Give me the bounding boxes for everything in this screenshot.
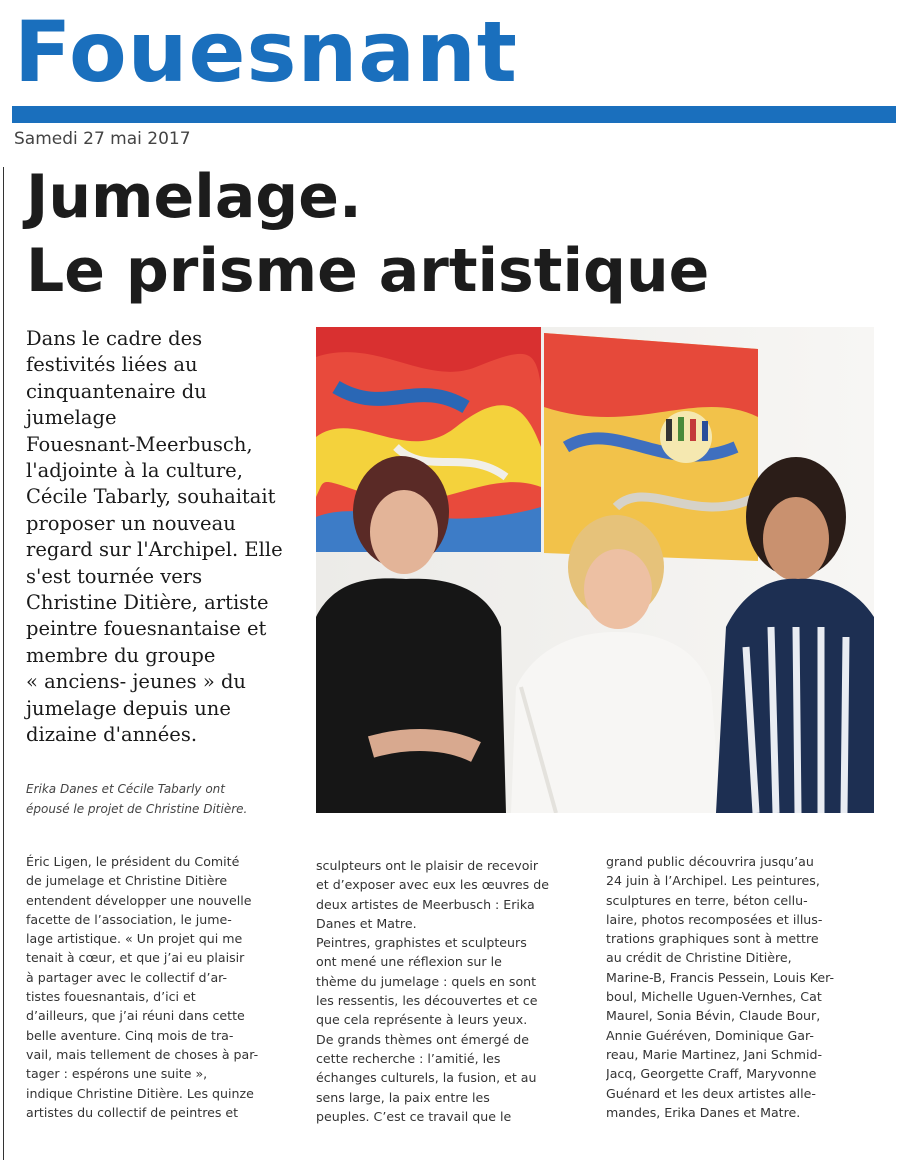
body-line: Guénard et les deux artistes alle- bbox=[606, 1085, 816, 1101]
photo-illustration bbox=[316, 327, 874, 813]
body-line: peuples. C’est ce travail que le bbox=[316, 1108, 512, 1124]
intro-line: « anciens- jeunes » du bbox=[26, 670, 246, 694]
intro-line: dizaine d'années. bbox=[26, 723, 198, 747]
body-line: 24 juin à l’Archipel. Les peintures, bbox=[606, 873, 820, 889]
article-photo bbox=[316, 327, 874, 813]
body-line: tager : espérons une suite », bbox=[26, 1066, 208, 1082]
intro-line: jumelage depuis une bbox=[26, 696, 231, 720]
photo-caption bbox=[26, 779, 308, 819]
body-line: sens large, la paix entre les bbox=[316, 1089, 490, 1105]
column-rule bbox=[3, 167, 4, 1160]
headline-line-1: Jumelage. bbox=[26, 162, 362, 232]
issue-date: Samedi 27 mai 2017 bbox=[14, 129, 191, 149]
body-line: les ressentis, les découvertes et ce bbox=[316, 993, 538, 1009]
body-line: facette de l’association, le jume- bbox=[26, 911, 232, 927]
body-line: de jumelage et Christine Ditière bbox=[26, 873, 228, 889]
body-line: thème du jumelage : quels en sont bbox=[316, 973, 537, 989]
body-line: entendent développer une nouvelle bbox=[26, 892, 252, 908]
body-line: à partager avec le collectif d’ar- bbox=[26, 969, 228, 985]
body-line: laire, photos recomposées et illus- bbox=[606, 911, 823, 927]
intro-line: Christine Ditière, artiste bbox=[26, 591, 269, 615]
body-column-1 bbox=[26, 852, 294, 1122]
body-line: vail, mais tellement de choses à par- bbox=[26, 1046, 259, 1062]
caption-line: épousé le projet de Christine Ditière. bbox=[26, 802, 248, 816]
intro-line: Cécile Tabarly, souhaitait bbox=[26, 485, 276, 509]
masthead-rule bbox=[12, 106, 896, 123]
body-line: et d’exposer avec eux les œuvres de bbox=[316, 877, 549, 893]
body-line: grand public découvrira jusqu’au bbox=[606, 854, 814, 869]
body-line: Danes et Matre. bbox=[316, 915, 417, 931]
body-line: au crédit de Christine Ditière, bbox=[606, 950, 792, 966]
body-line: belle aventure. Cinq mois de tra- bbox=[26, 1027, 234, 1043]
intro-line: festivités liées au bbox=[26, 353, 198, 377]
body-line: Éric Ligen, le président du Comité bbox=[26, 854, 240, 869]
headline-line-2: Le prisme artistique bbox=[26, 236, 710, 306]
body-line: deux artistes de Meerbusch : Erika bbox=[316, 896, 535, 912]
body-column-3 bbox=[606, 852, 876, 1122]
body-column-2 bbox=[316, 856, 584, 1126]
body-line: boul, Michelle Uguen-Vernhes, Cat bbox=[606, 989, 822, 1005]
body-line: lage artistique. « Un projet qui me bbox=[26, 931, 243, 947]
body-line: ont mené une réflexion sur le bbox=[316, 954, 502, 970]
body-line: De grands thèmes ont émergé de bbox=[316, 1031, 529, 1047]
body-line: indique Christine Ditière. Les quinze bbox=[26, 1085, 254, 1101]
body-line: tistes fouesnantais, d’ici et bbox=[26, 989, 196, 1005]
body-line: Marine-B, Francis Pessein, Louis Ker- bbox=[606, 969, 835, 985]
body-line: Peintres, graphistes et sculpteurs bbox=[316, 935, 527, 951]
body-line: artistes du collectif de peintres et bbox=[26, 1104, 239, 1120]
body-line: tenait à cœur, et que j’ai eu plaisir bbox=[26, 950, 245, 966]
body-line: échanges culturels, la fusion, et au bbox=[316, 1070, 537, 1086]
body-line: sculpteurs ont le plaisir de recevoir bbox=[316, 858, 539, 873]
caption-line: Erika Danes et Cécile Tabarly ont bbox=[26, 782, 225, 796]
article-headline bbox=[26, 160, 709, 308]
intro-line: Fouesnant-Meerbusch, bbox=[26, 432, 253, 456]
intro-line: l'adjointe à la culture, bbox=[26, 459, 243, 483]
body-line: cette recherche : l’amitié, les bbox=[316, 1050, 501, 1066]
intro-line: regard sur l'Archipel. Elle bbox=[26, 538, 283, 562]
intro-line: s'est tournée vers bbox=[26, 564, 203, 588]
intro-line: Dans le cadre des bbox=[26, 327, 203, 350]
body-line: d’ailleurs, que j’ai réuni dans cette bbox=[26, 1008, 245, 1024]
body-line: reau, Marie Martinez, Jani Schmid- bbox=[606, 1046, 823, 1062]
article-intro bbox=[26, 326, 308, 749]
body-line: Maurel, Sonia Bévin, Claude Bour, bbox=[606, 1008, 821, 1024]
body-line: que cela représente à leurs yeux. bbox=[316, 1012, 528, 1028]
body-line: mandes, Erika Danes et Matre. bbox=[606, 1104, 801, 1120]
intro-line: proposer un nouveau bbox=[26, 511, 236, 535]
body-line: sculptures en terre, béton cellu- bbox=[606, 892, 808, 908]
masthead-title: Fouesnant bbox=[14, 3, 518, 101]
body-line: trations graphiques sont à mettre bbox=[606, 931, 819, 947]
intro-line: cinquantenaire du bbox=[26, 379, 207, 403]
painting-right bbox=[544, 333, 758, 561]
intro-line: membre du groupe bbox=[26, 643, 216, 667]
intro-line: jumelage bbox=[26, 406, 117, 430]
intro-line: peintre fouesnantaise et bbox=[26, 617, 267, 641]
body-line: Jacq, Georgette Craff, Maryvonne bbox=[606, 1066, 817, 1082]
body-line: Annie Guéréven, Dominique Gar- bbox=[606, 1027, 814, 1043]
